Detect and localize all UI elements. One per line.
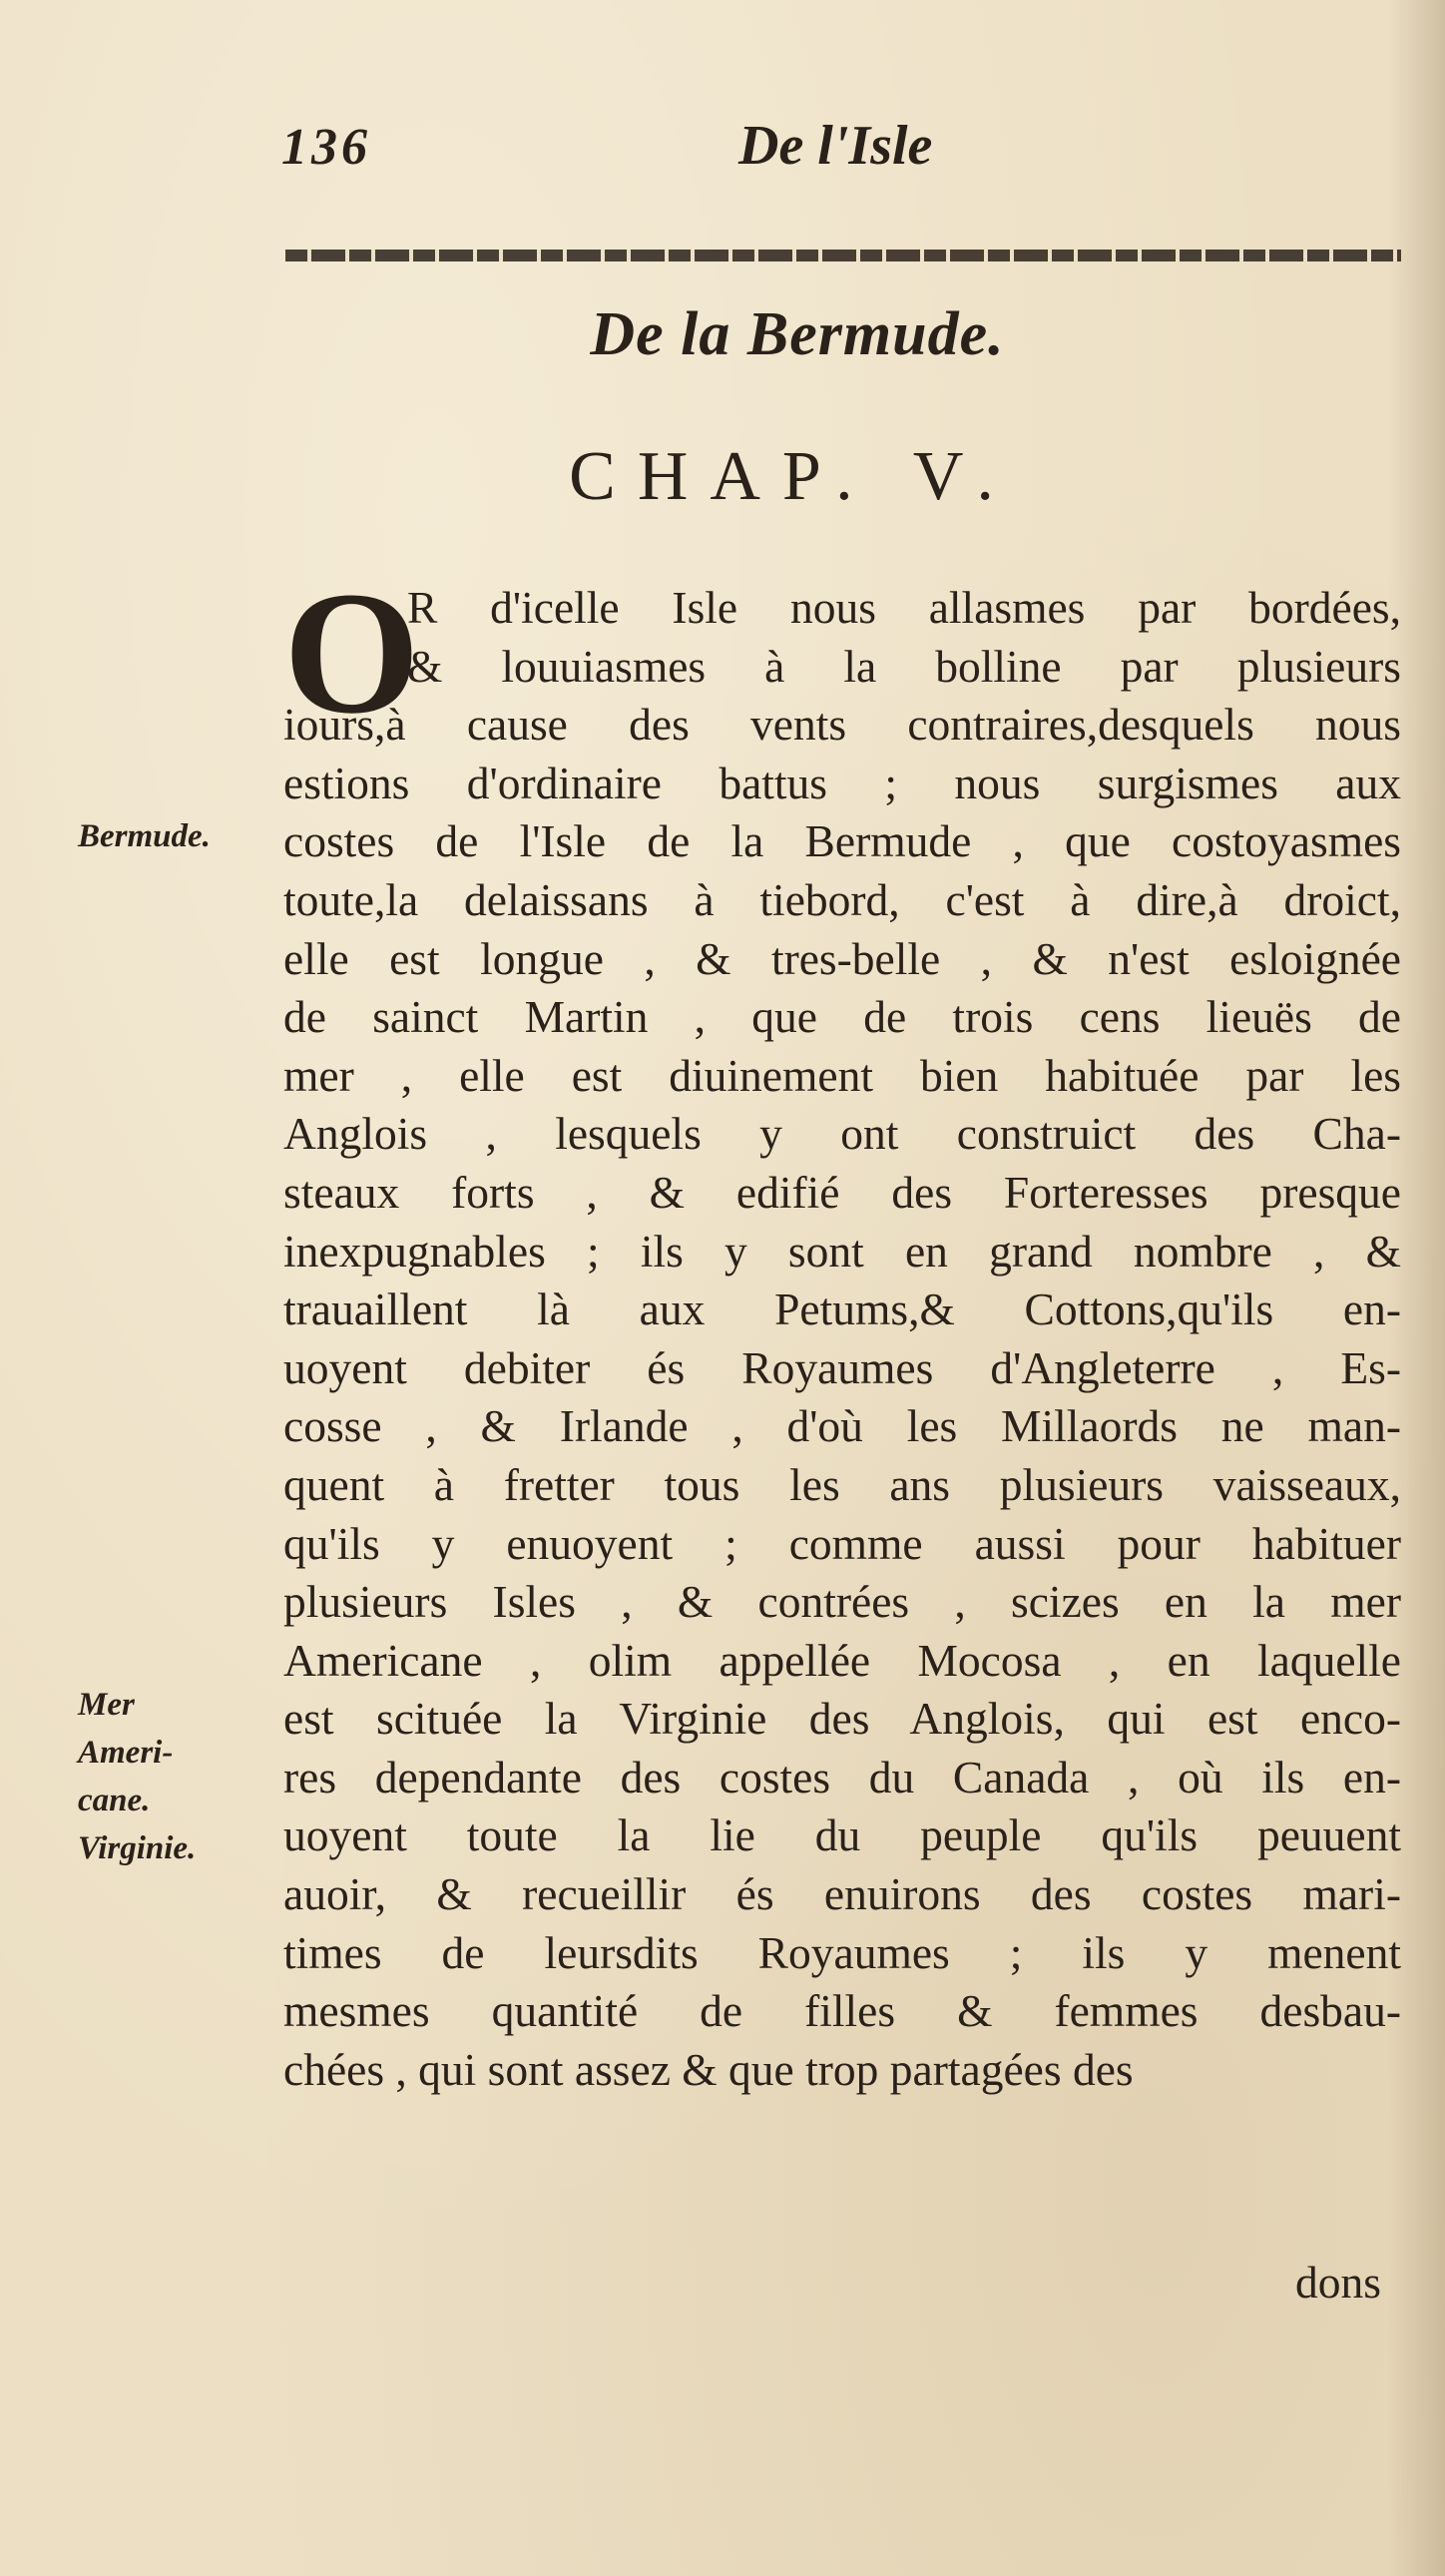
text-line: res dependante des costes du Canada , où ils en- bbox=[283, 1751, 1401, 1803]
margin-note-cane: cane. bbox=[78, 1783, 151, 1818]
text-line: Americane , olim appellée Mocosa , en laquelle bbox=[283, 1634, 1401, 1686]
text-line: de sainct Martin , que de trois cens lieuës de bbox=[283, 991, 1401, 1043]
text-line: trauaillent là aux Petums,& Cottons,qu'ils en- bbox=[283, 1284, 1401, 1335]
text-line: mesmes quantité de filles & femmes desbau- bbox=[283, 1985, 1401, 2037]
margin-note-ameri: Ameri- bbox=[78, 1735, 174, 1771]
margin-note-mer: Mer bbox=[78, 1687, 135, 1723]
running-title: De l'Isle bbox=[738, 115, 933, 177]
text-line: steaux forts , & edifié des Forteresses presque bbox=[283, 1166, 1401, 1218]
text-line: uoyent toute la lie du peuple qu'ils peuuent bbox=[283, 1809, 1401, 1861]
text-line: iours,à cause des vents contraires,desquels nous bbox=[283, 699, 1401, 751]
text-line: qu'ils y enuoyent ; comme aussi pour habituer bbox=[283, 1517, 1401, 1569]
text-line: plusieurs Isles , & contrées , scizes en la mer bbox=[283, 1576, 1401, 1628]
margin-note-bermude: Bermude. bbox=[78, 818, 211, 854]
text-line: auoir, & recueillir és enuirons des costes mari- bbox=[283, 1868, 1401, 1920]
text-line: uoyent debiter és Royaumes d'Angleterre , Es- bbox=[283, 1341, 1401, 1393]
page-number: 136 bbox=[281, 119, 371, 176]
text-line: estions d'ordinaire battus ; nous surgismes aux bbox=[283, 757, 1401, 808]
text-line: cosse , & Irlande , d'où les Millaords ne man- bbox=[283, 1400, 1401, 1452]
text-line: elle est longue , & tres-belle , & n'est esloignée bbox=[283, 932, 1401, 984]
text-line: inexpugnables ; ils y sont en grand nombre , & bbox=[283, 1225, 1401, 1277]
text-line: times de leursdits Royaumes ; ils y menent bbox=[283, 1926, 1401, 1978]
text-line: toute,la delaissans à tiebord, c'est à dire,à droict, bbox=[283, 873, 1401, 925]
text-line: Anglois , lesquels y ont construict des Cha- bbox=[283, 1108, 1401, 1160]
text-line: chées , qui sont assez & que trop partagées des bbox=[283, 2043, 1134, 2095]
drop-cap: O bbox=[283, 556, 420, 751]
body-text bbox=[283, 579, 1401, 2099]
text-line: & louuiasmes à la bolline par plusieurs bbox=[407, 640, 1401, 692]
text-line: R d'icelle Isle nous allasmes par bordées, bbox=[407, 582, 1401, 633]
chapter-subtitle: De la Bermude. bbox=[590, 300, 1005, 368]
text-line: costes de l'Isle de la Bermude , que costoyasmes bbox=[283, 815, 1401, 867]
text-line: mer , elle est diuinement bien habituée par les bbox=[283, 1049, 1401, 1101]
chapter-heading: CHAP. V. bbox=[569, 438, 1016, 515]
text-line: est scituée la Virginie des Anglois, qui est enco- bbox=[283, 1693, 1401, 1745]
margin-note-virginie: Virginie. bbox=[78, 1830, 197, 1866]
catchword: dons bbox=[1295, 2257, 1381, 2308]
ornamental-rule bbox=[285, 250, 1401, 261]
text-line: quent à fretter tous les ans plusieurs vaisseaux, bbox=[283, 1458, 1401, 1510]
